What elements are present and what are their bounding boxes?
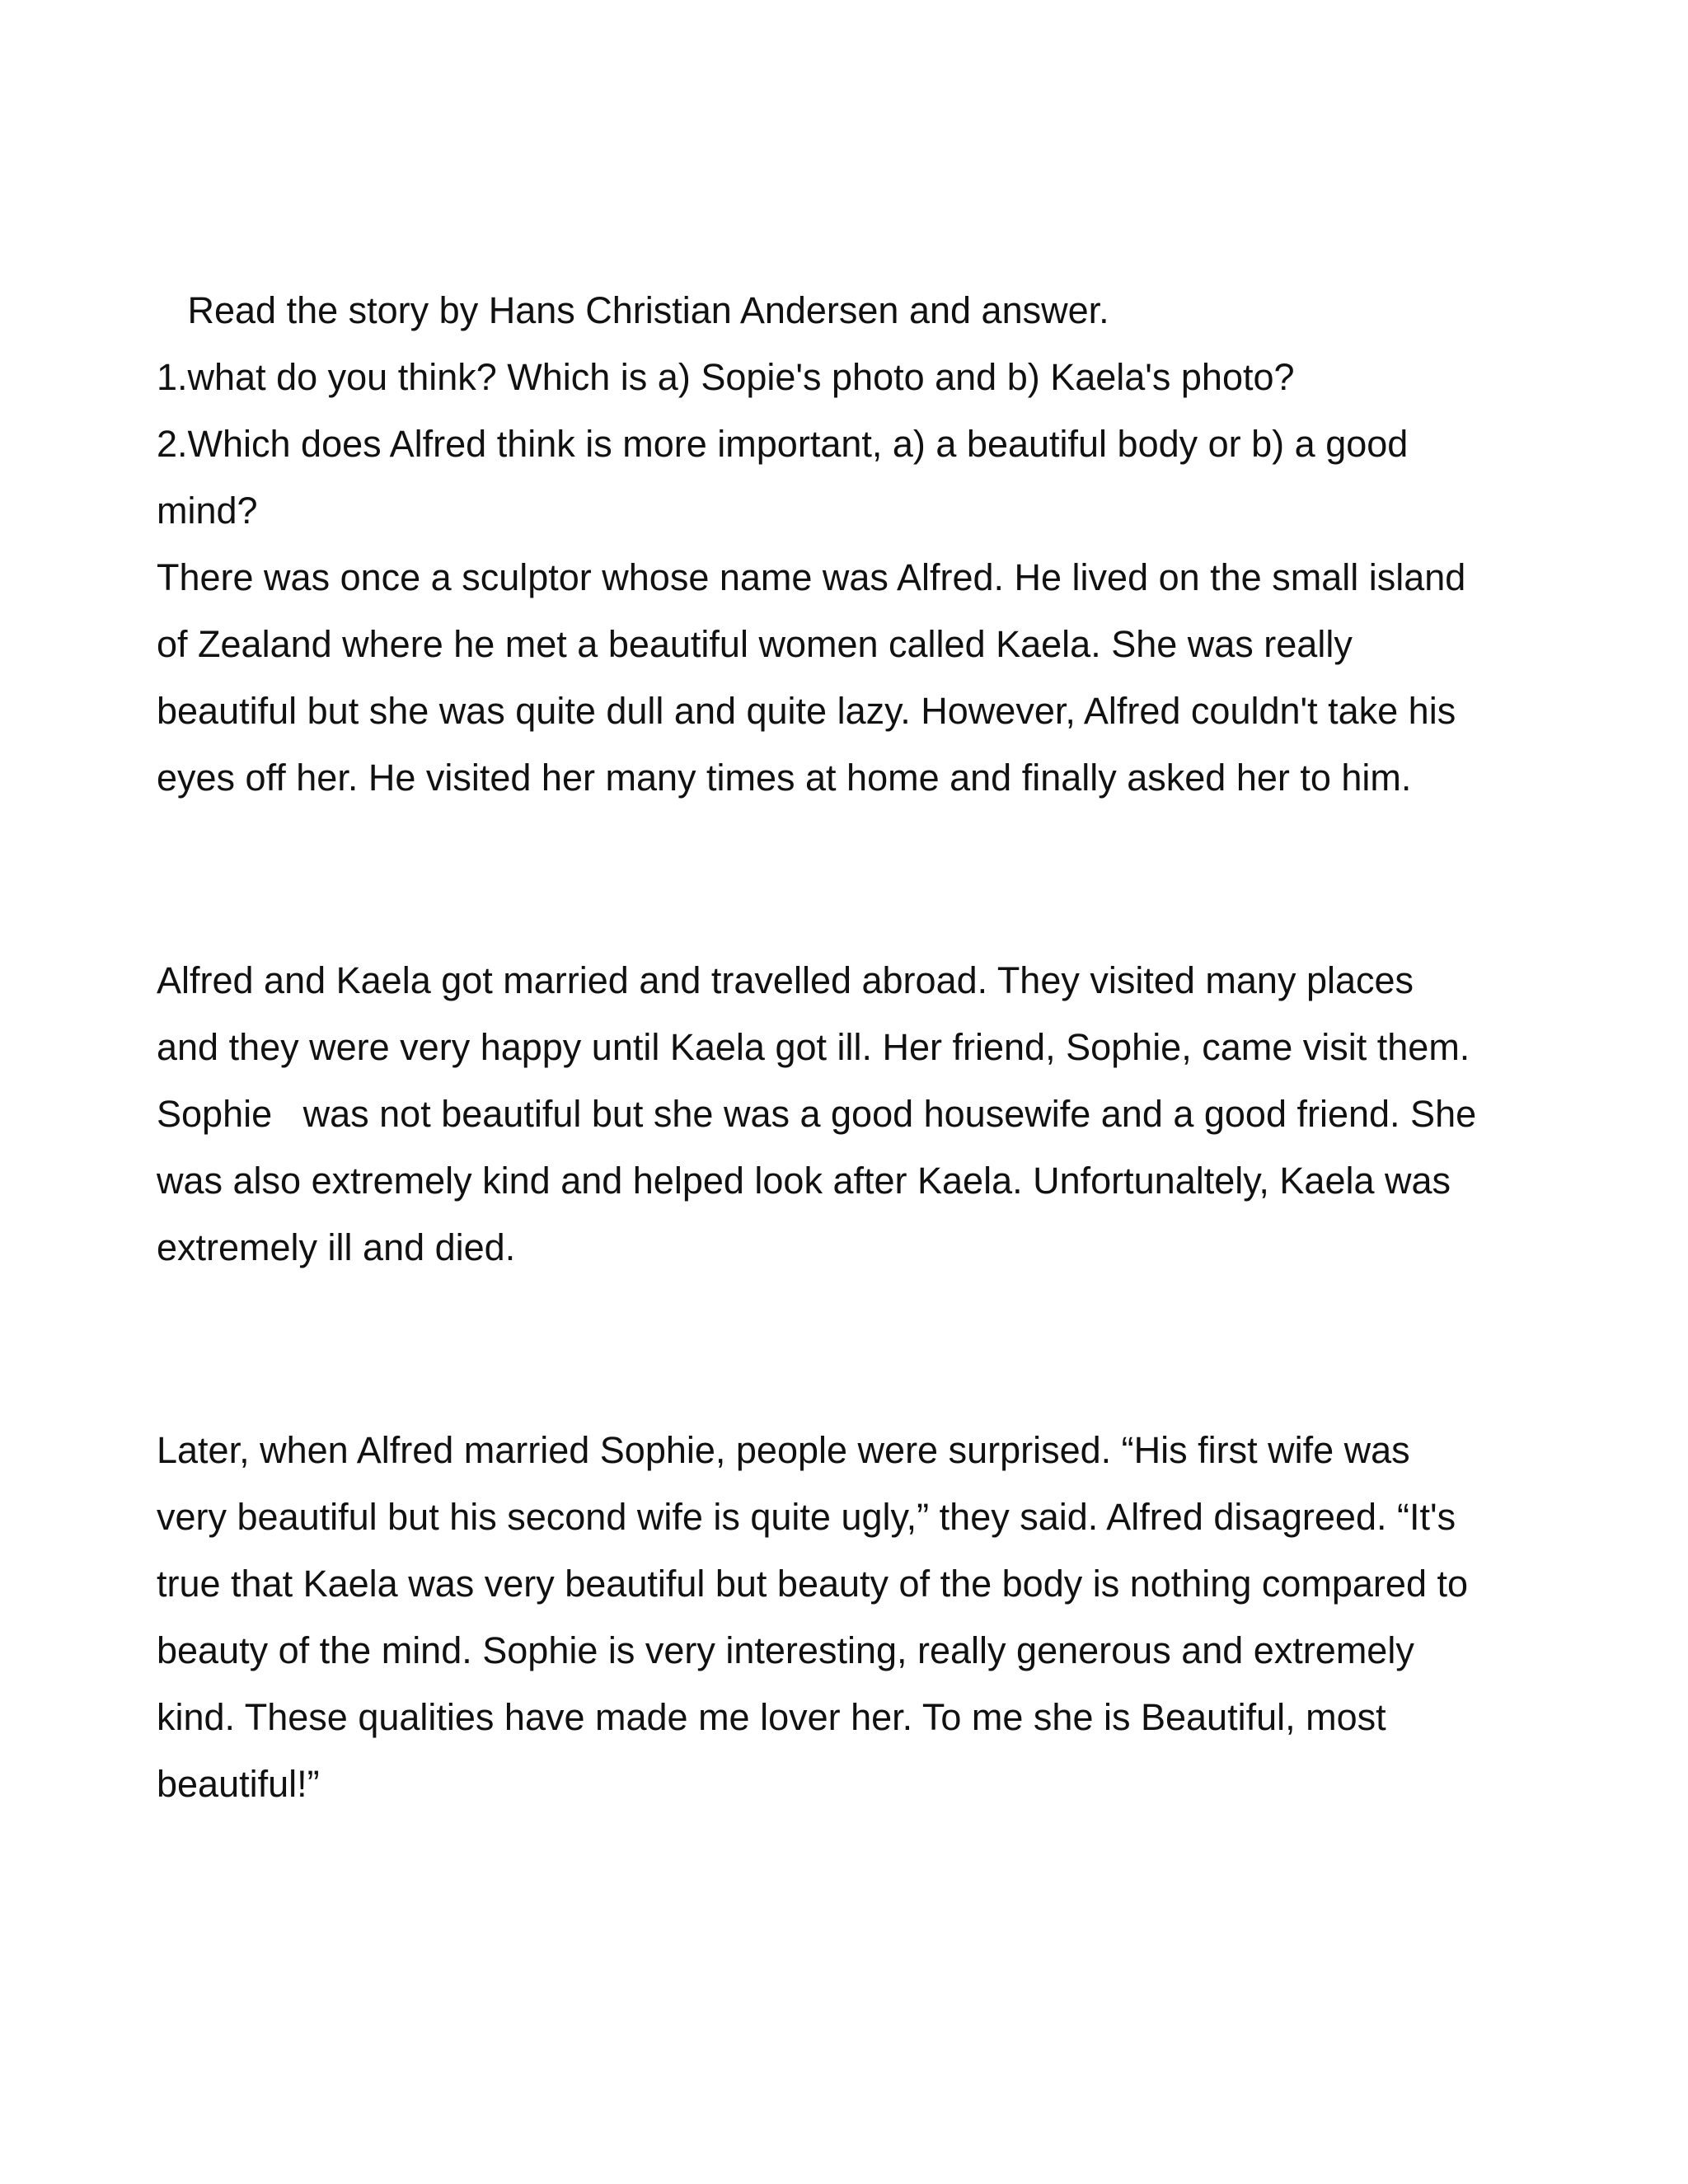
paragraph-3-line: kind. These qualities have made me lover her. To me she is Beautiful, most: [157, 1696, 1386, 1738]
paragraph-3-line: Later, when Alfred married Sophie, people were surprised. “His first wife was: [157, 1429, 1410, 1471]
paragraph-1-line: eyes off her. He visited her many times at home and finally asked her to him.: [157, 757, 1412, 799]
paragraph-1-line: There was once a sculptor whose name was Alfred. He lived on the small island: [157, 556, 1466, 598]
question-2-line: mind?: [157, 490, 258, 532]
paragraph-1-line: beautiful but she was quite dull and quite lazy. However, Alfred couldn't take his: [157, 690, 1456, 732]
paragraph-2-line: Alfred and Kaela got married and travelled abroad. They visited many places: [157, 959, 1414, 1001]
paragraph-2-line: and they were very happy until Kaela got ill. Her friend, Sophie, came visit them.: [157, 1026, 1470, 1068]
paragraph-2-line: extremely ill and died.: [157, 1226, 516, 1268]
paragraph-3-line: very beautiful but his second wife is quite ugly,” they said. Alfred disagreed. “It's: [157, 1496, 1456, 1538]
paragraph-3-line: beautiful!”: [157, 1763, 320, 1805]
paragraph-1-line: of Zealand where he met a beautiful women called Kaela. She was really: [157, 623, 1353, 665]
paragraph-2-line: was also extremely kind and helped look after Kaela. Unfortunaltely, Kaela was: [157, 1160, 1451, 1202]
question-1: 1.what do you think? Which is a) Sopie's photo and b) Kaela's photo?: [157, 356, 1295, 398]
paragraph-3-line: beauty of the mind. Sophie is very interesting, really generous and extremely: [157, 1629, 1414, 1671]
paragraph-3-line: true that Kaela was very beautiful but beauty of the body is nothing compared to: [157, 1563, 1468, 1605]
question-2-line: 2.Which does Alfred think is more important, a) a beautiful body or b) a good: [157, 423, 1409, 465]
instructions-title: Read the story by Hans Christian Andersen and answer.: [157, 289, 1109, 331]
paragraph-2-line: Sophie was not beautiful but she was a good housewife and a good friend. She: [157, 1093, 1477, 1135]
